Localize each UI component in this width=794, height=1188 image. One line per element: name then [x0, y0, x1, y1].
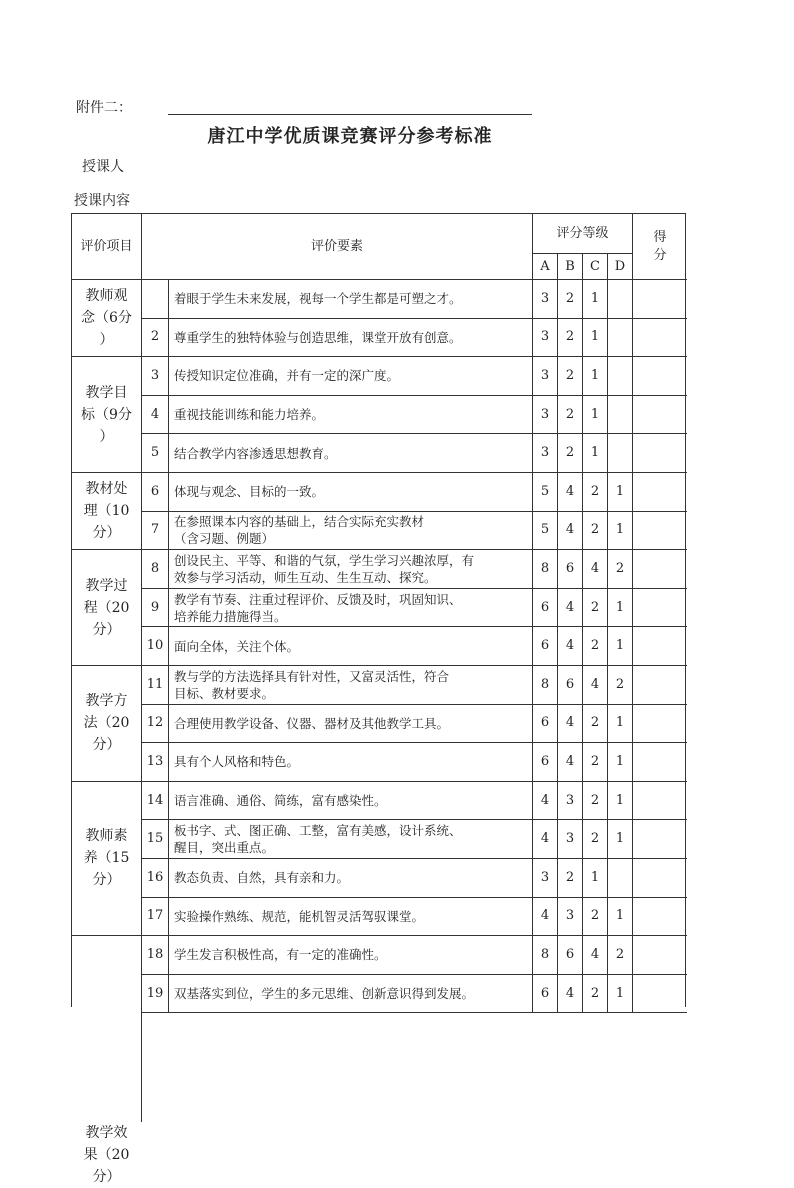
score-cell — [633, 319, 687, 358]
grade-a-value: 4 — [533, 820, 558, 859]
grade-c-value: 1 — [583, 859, 608, 898]
grade-c-value: 4 — [583, 936, 608, 975]
grade-a-value: 3 — [533, 280, 558, 319]
row-number — [142, 280, 169, 319]
row-number: 11 — [142, 666, 169, 705]
grade-a-value: 3 — [533, 357, 558, 396]
grade-a-value: 4 — [533, 898, 558, 937]
grade-a-value: 8 — [533, 550, 558, 589]
requirement-text: 创设民主、平等、和谐的气氛，学生学习兴趣浓厚，有 效参与学习活动，师生互动、生生互动、探究。 — [169, 550, 533, 589]
row-number: 5 — [142, 434, 169, 473]
row-number: 18 — [142, 936, 169, 975]
grade-d-value: 2 — [608, 666, 633, 705]
grade-c-value: 1 — [583, 280, 608, 319]
grade-a-value: 8 — [533, 666, 558, 705]
grade-a-value: 5 — [533, 473, 558, 512]
score-cell — [633, 782, 687, 821]
grade-a-value: 3 — [533, 396, 558, 435]
score-cell — [633, 859, 687, 898]
requirement-text: 体现与观念、目标的一致。 — [169, 473, 533, 512]
attachment-label: 附件二： — [76, 100, 132, 116]
grade-b-header: B — [558, 254, 583, 280]
grade-c-value: 1 — [583, 357, 608, 396]
grade-a-value: 5 — [533, 512, 558, 551]
grade-b-value: 6 — [558, 936, 583, 975]
grade-a-value: 8 — [533, 936, 558, 975]
header-eval-requirement: 评价要素 — [142, 214, 533, 280]
grade-c-header: C — [583, 254, 608, 280]
grade-d-value — [608, 357, 633, 396]
row-number: 4 — [142, 396, 169, 435]
grade-b-value: 4 — [558, 512, 583, 551]
grade-b-value: 6 — [558, 550, 583, 589]
grade-b-value: 2 — [558, 280, 583, 319]
requirement-text: 双基落实到位，学生的多元思维、创新意识得到发展。 — [169, 975, 533, 1014]
grade-a-value: 6 — [533, 589, 558, 628]
grade-c-value: 2 — [583, 820, 608, 859]
grade-a-value: 6 — [533, 975, 558, 1014]
row-number: 10 — [142, 627, 169, 666]
requirement-text: 尊重学生的独特体验与创造思维，课堂开放有创意。 — [169, 319, 533, 358]
grade-d-header: D — [608, 254, 633, 280]
grade-c-value: 2 — [583, 512, 608, 551]
grade-b-value: 2 — [558, 357, 583, 396]
grade-a-value: 6 — [533, 743, 558, 782]
requirement-text: 学生发言积极性高，有一定的准确性。 — [169, 936, 533, 975]
score-cell — [633, 550, 687, 589]
grade-c-value: 2 — [583, 589, 608, 628]
grade-d-value: 2 — [608, 550, 633, 589]
grade-a-value: 3 — [533, 319, 558, 358]
score-cell — [633, 627, 687, 666]
grade-d-value: 1 — [608, 782, 633, 821]
row-number: 8 — [142, 550, 169, 589]
grade-d-value: 1 — [608, 473, 633, 512]
requirement-text: 重视技能训练和能力培养。 — [169, 396, 533, 435]
grade-a-value: 6 — [533, 627, 558, 666]
lecturer-label: 授课人 — [82, 159, 124, 175]
score-cell — [633, 434, 687, 473]
grade-d-value: 1 — [608, 705, 633, 744]
row-number: 16 — [142, 859, 169, 898]
grade-d-value — [608, 396, 633, 435]
grade-c-value: 2 — [583, 473, 608, 512]
page-title: 唐江中学优质课竞赛评分参考标准 — [207, 126, 493, 147]
requirement-text: 在参照课本内容的基础上，结合实际充实教材 （含习题、例题） — [169, 512, 533, 551]
grade-b-value: 4 — [558, 743, 583, 782]
grade-d-value: 1 — [608, 627, 633, 666]
grade-c-value: 4 — [583, 550, 608, 589]
row-number: 12 — [142, 705, 169, 744]
row-number: 17 — [142, 898, 169, 937]
header-grade-level: 评分等级 — [533, 214, 633, 254]
scoring-table — [71, 213, 686, 1186]
row-number: 19 — [142, 975, 169, 1014]
header-score: 得 分 — [633, 214, 687, 280]
requirement-text: 实验操作熟练、规范，能机智灵活驾驭课堂。 — [169, 898, 533, 937]
row-number: 14 — [142, 782, 169, 821]
score-cell — [633, 666, 687, 705]
row-number: 15 — [142, 820, 169, 859]
row-number: 2 — [142, 319, 169, 358]
row-number: 9 — [142, 589, 169, 628]
grade-c-value: 1 — [583, 434, 608, 473]
row-number: 6 — [142, 473, 169, 512]
header-eval-item: 评价项目 — [72, 214, 142, 280]
grade-c-value: 1 — [583, 319, 608, 358]
grade-a-value: 6 — [533, 705, 558, 744]
score-cell — [633, 589, 687, 628]
requirement-text: 语言准确、通俗、简练，富有感染性。 — [169, 782, 533, 821]
requirement-text: 面向全体，关注个体。 — [169, 627, 533, 666]
grade-b-value: 2 — [558, 396, 583, 435]
score-cell — [633, 512, 687, 551]
grade-a-header: A — [533, 254, 558, 280]
row-number: 13 — [142, 743, 169, 782]
grade-b-value: 4 — [558, 627, 583, 666]
grade-b-value: 3 — [558, 820, 583, 859]
grade-b-value: 6 — [558, 666, 583, 705]
category-cell: 教师观 念（6分 ） — [72, 280, 142, 357]
score-cell — [633, 396, 687, 435]
requirement-text: 板书字、式、图正确、工整，富有美感，设计系统、 醒目，突出重点。 — [169, 820, 533, 859]
grade-d-value — [608, 280, 633, 319]
category-cell: 教材处 理（10 分） — [72, 473, 142, 550]
grade-d-value: 1 — [608, 975, 633, 1014]
grade-d-value — [608, 434, 633, 473]
grade-a-value: 4 — [533, 782, 558, 821]
score-cell — [633, 820, 687, 859]
row-number: 3 — [142, 357, 169, 396]
grade-d-value — [608, 859, 633, 898]
category-cell: 教学效 果（20 分） — [72, 936, 142, 1122]
score-cell — [633, 280, 687, 319]
grade-d-value: 1 — [608, 743, 633, 782]
grade-c-value: 2 — [583, 627, 608, 666]
grade-c-value: 2 — [583, 975, 608, 1014]
requirement-text: 合理使用教学设备、仪器、器材及其他教学工具。 — [169, 705, 533, 744]
grade-b-value: 3 — [558, 782, 583, 821]
grade-d-value: 1 — [608, 898, 633, 937]
grade-c-value: 2 — [583, 782, 608, 821]
grade-d-value: 1 — [608, 820, 633, 859]
requirement-text: 教学有节奏、注重过程评价、反馈及时，巩固知识、 培养能力措施得当。 — [169, 589, 533, 628]
category-cell: 教师素 养（15 分） — [72, 782, 142, 936]
score-cell — [633, 975, 687, 1014]
grade-b-value: 2 — [558, 859, 583, 898]
grade-b-value: 2 — [558, 319, 583, 358]
requirement-text: 教与学的方法选择具有针对性，又富灵活性，符合 目标、教材要求。 — [169, 666, 533, 705]
category-cell: 教学目 标（9分 ） — [72, 357, 142, 473]
score-cell — [633, 357, 687, 396]
requirement-text: 着眼于学生未来发展，视每一个学生都是可塑之才。 — [169, 280, 533, 319]
grade-b-value: 4 — [558, 473, 583, 512]
grade-a-value: 3 — [533, 434, 558, 473]
requirement-text: 教态负责、自然，具有亲和力。 — [169, 859, 533, 898]
score-cell — [633, 705, 687, 744]
requirement-text: 具有个人风格和特色。 — [169, 743, 533, 782]
score-cell — [633, 743, 687, 782]
row-number: 7 — [142, 512, 169, 551]
top-rule — [168, 114, 532, 115]
category-cell: 教学过 程（20 分） — [72, 550, 142, 666]
score-cell — [633, 473, 687, 512]
content-label: 授课内容 — [74, 193, 130, 209]
grade-c-value: 4 — [583, 666, 608, 705]
grade-b-value: 2 — [558, 434, 583, 473]
requirement-text: 传授知识定位准确，并有一定的深广度。 — [169, 357, 533, 396]
score-cell — [633, 936, 687, 975]
grade-c-value: 1 — [583, 396, 608, 435]
grade-c-value: 2 — [583, 743, 608, 782]
grade-d-value: 1 — [608, 512, 633, 551]
grade-b-value: 3 — [558, 898, 583, 937]
grade-d-value — [608, 319, 633, 358]
grade-c-value: 2 — [583, 705, 608, 744]
grade-b-value: 4 — [558, 975, 583, 1014]
score-cell — [633, 898, 687, 937]
grade-d-value: 1 — [608, 589, 633, 628]
grade-b-value: 4 — [558, 589, 583, 628]
grade-a-value: 3 — [533, 859, 558, 898]
grade-d-value: 2 — [608, 936, 633, 975]
grade-c-value: 2 — [583, 898, 608, 937]
requirement-text: 结合教学内容渗透思想教育。 — [169, 434, 533, 473]
category-cell: 教学方 法（20 分） — [72, 666, 142, 782]
grade-b-value: 4 — [558, 705, 583, 744]
